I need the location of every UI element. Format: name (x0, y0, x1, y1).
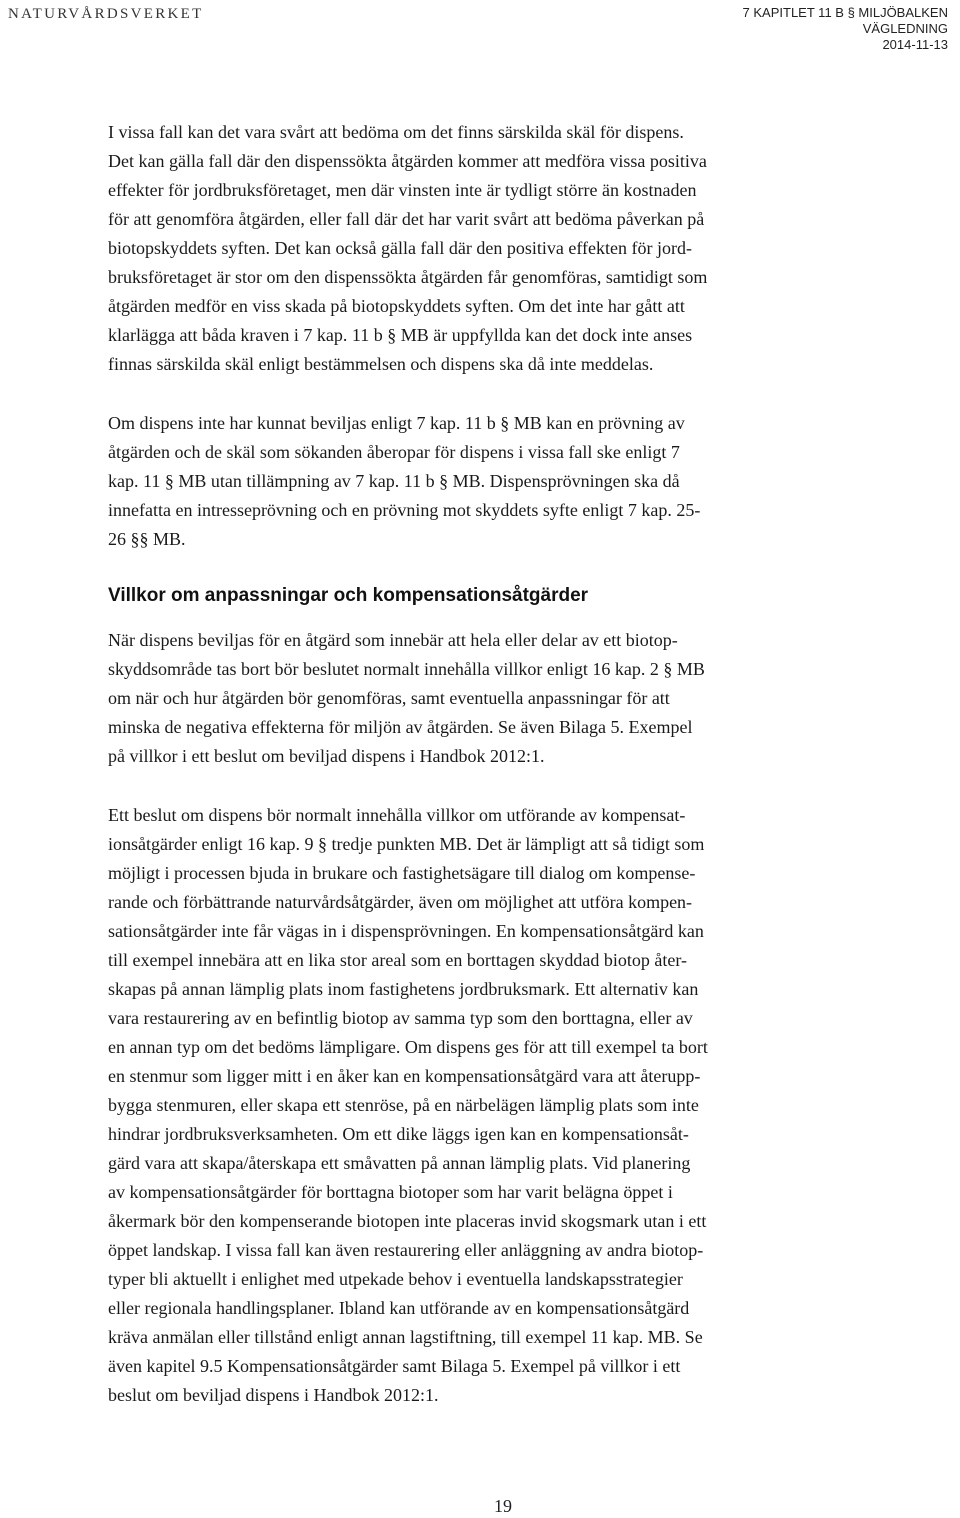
text-line: eller regionala handlingsplaner. Ibland kan utförande av en kompensationsåtgärd (108, 1298, 690, 1318)
text-line: möjligt i processen bjuda in brukare och fastighetsägare till dialog om kompense- (108, 863, 696, 883)
text-line: för att genomföra åtgärden, eller fall där det har varit svårt att bedöma påverkan på (108, 209, 705, 229)
text-line: gärd vara att skapa/återskapa ett småvatten på annan lämplig plats. Vid planering (108, 1153, 691, 1173)
text-line: om när och hur åtgärden bör genomföras, samt eventuella anpassningar för att (108, 688, 670, 708)
conditions-paragraphs (108, 626, 843, 1410)
text-line: effekter för jordbruksföretaget, men där vinsten inte är tydligt större än kostnaden (108, 180, 697, 200)
text-line: Ett beslut om dispens bör normalt innehålla villkor om utförande av kompensat- (108, 805, 686, 825)
text-line: vara restaurering av en befintlig biotop av samma typ som den borttagna, eller av (108, 1008, 693, 1028)
paragraph (108, 626, 843, 771)
running-header (743, 5, 948, 53)
text-line: även kapitel 9.5 Kompensationsåtgärder samt Bilaga 5. Exempel på villkor i ett (108, 1356, 681, 1376)
paragraph (108, 118, 843, 379)
text-line: åkermark bör den kompenserande biotopen inte placeras invid skogsmark utan i ett (108, 1211, 707, 1231)
document-type: VÄGLEDNING (862, 21, 948, 36)
text-line: ionsåtgärder enligt 16 kap. 9 § tredje punkten MB. Det är lämpligt att så tidigt som (108, 834, 705, 854)
publisher-name: NATURVÅRDSVERKET (8, 6, 204, 22)
text-line: minska de negativa effekterna för miljön av åtgärden. Se även Bilaga 5. Exempel (108, 717, 693, 737)
text-line: klarlägga att båda kraven i 7 kap. 11 b § MB är uppfyllda kan det dock inte anses (108, 325, 693, 345)
text-line: 26 §§ MB. (108, 529, 186, 549)
text-line: rande och förbättrande naturvårdsåtgärder, även om möjlighet att utföra kompen- (108, 892, 693, 912)
text-line: öppet landskap. I vissa fall kan även restaurering eller anläggning av andra biotop- (108, 1240, 704, 1260)
text-line: av kompensationsåtgärder för borttagna biotoper som har varit belägna öppet i (108, 1182, 673, 1202)
text-line: typer bli aktuellt i enlighet med utpekade behov i eventuella landskapsstrategier (108, 1269, 683, 1289)
text-line: kap. 11 § MB utan tillämpning av 7 kap. 11 b § MB. Dispensprövningen ska då (108, 471, 680, 491)
text-line: finnas särskilda skäl enligt bestämmelsen och dispens ska då inte meddelas. (108, 354, 654, 374)
intro-paragraphs (108, 118, 843, 554)
text-line: Det kan gälla fall där den dispenssökta åtgärden kommer att medföra vissa positiva (108, 151, 707, 171)
section-heading: Villkor om anpassningar och kompensationsåtgärder (108, 585, 589, 606)
text-line: kräva anmälan eller tillstånd enligt annan lagstiftning, till exempel 11 kap. MB. Se (108, 1327, 703, 1347)
paragraph (108, 801, 843, 1410)
text-line: sationsåtgärder inte får vägas in i dispensprövningen. En kompensationsåtgärd kan (108, 921, 704, 941)
page-number: 19 (494, 1496, 512, 1516)
text-line: på villkor i ett beslut om beviljad dispens i Handbok 2012:1. (108, 746, 545, 766)
text-line: hindrar jordbruksverksamheten. Om ett dike läggs igen kan en kompensationsåt- (108, 1124, 689, 1144)
paragraph (108, 409, 843, 554)
text-line: biotopskyddets syften. Det kan också gälla fall där den positiva effekten för jord- (108, 238, 692, 258)
text-line: skyddsområde tas bort bör beslutet normalt innehålla villkor enligt 16 kap. 2 § MB (108, 659, 705, 679)
text-line: beslut om beviljad dispens i Handbok 2012:1. (108, 1385, 439, 1405)
text-line: åtgärden medför en viss skada på biotopskyddets syften. Om det inte har gått att (108, 296, 685, 316)
text-line: till exempel innebära att en lika stor areal som en borttagen skyddad biotop åter- (108, 950, 687, 970)
chapter-reference: 7 KAPITLET 11 B § MILJÖBALKEN (742, 5, 948, 20)
text-line: bruksföretaget är stor om den dispenssökta åtgärden får genomföras, samtidigt som (108, 267, 708, 287)
text-line: Om dispens inte har kunnat beviljas enligt 7 kap. 11 b § MB kan en prövning av (108, 413, 685, 433)
body-content (108, 118, 843, 1440)
text-line: en annan typ om det bedöms lämpligare. Om dispens ges för att till exempel ta bort (108, 1037, 708, 1057)
text-line: skapas på annan lämplig plats inom fastighetens jordbruksmark. Ett alternativ kan (108, 979, 699, 999)
document-date: 2014-11-13 (882, 37, 948, 52)
text-line: När dispens beviljas för en åtgärd som innebär att hela eller delar av ett biotop- (108, 630, 678, 650)
text-line: innefatta en intresseprövning och en prövning mot skyddets syfte enligt 7 kap. 25- (108, 500, 701, 520)
text-line: åtgärden och de skäl som sökanden åberopar för dispens i vissa fall ske enligt 7 (108, 442, 680, 462)
text-line: I vissa fall kan det vara svårt att bedöma om det finns särskilda skäl för dispens. (108, 122, 684, 142)
text-line: bygga stenmuren, eller skapa ett stenröse, på en närbelägen lämplig plats som inte (108, 1095, 699, 1115)
text-line: en stenmur som ligger mitt i en åker kan en kompensationsåtgärd vara att återupp- (108, 1066, 701, 1086)
